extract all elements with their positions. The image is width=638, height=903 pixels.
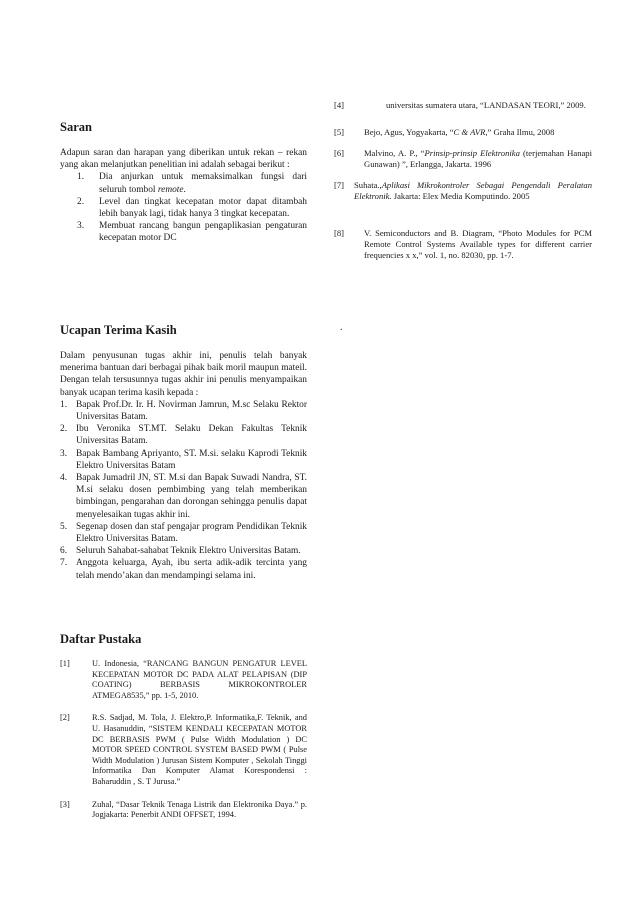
list-item (60, 545, 307, 557)
list-text-tail: . (183, 184, 186, 195)
reference-text-tail: Jakarta: Elex Media Komputindo. 2005 (391, 191, 530, 201)
list-text: Membuat rancang bangun pengaplikasian pengaturan kecepatan motor DC (99, 221, 307, 244)
reference-title-emphasis: Aplikasi Mikrokontroler Sebagai Pengendali Peralatan Elektronik. (354, 180, 592, 201)
list-number: 2. (60, 424, 68, 435)
reference-item (334, 127, 592, 138)
reference-text: universitas sumatera utara, “LANDASAN TEORI,” 2009. (386, 100, 586, 110)
reference-number: [1] (60, 659, 70, 668)
reference-text: Bejo, Agus, Yogyakarta, “ (364, 127, 454, 137)
list-number: 2. (77, 196, 85, 207)
list-item (60, 521, 307, 545)
daftar-pustaka-heading: Daftar Pustaka (60, 632, 142, 646)
reference-item (60, 800, 307, 821)
reference-item (60, 713, 307, 787)
list-item (60, 472, 307, 521)
list-text: Level dan tingkat kecepatan motor dapat ditambah lebih banyak lagi, tidak hanya 3 tingkat kecepatan. (99, 196, 307, 220)
list-item (60, 557, 307, 581)
section-daftar-pustaka (60, 632, 307, 821)
list-number: 4. (60, 473, 68, 484)
list-item (60, 196, 307, 220)
reference-item (334, 100, 592, 111)
ucapan-intro: Dalam penyusunan tugas akhir ini, penulis telah banyak menerima bantuan dari berbagai pihak baik moril maupun mateil. Dengan telah tersusunnya tugas akhir ini penulis menyampaikan banyak ucapan terima kasih kepada : (60, 351, 307, 398)
section-ucapan (60, 323, 307, 582)
reference-text: U. Indonesia, “RANCANG BANGUN PENGATUR LEVEL KECEPATAN MOTOR DC PADA ALAT PELAPISAN (DIP COATING) BERBASIS MIKROKONTROLER ATMEGA8535,” pp. 1-5, 2010. (92, 659, 307, 700)
stray-period-mark: . (340, 322, 343, 333)
list-text: Anggota keluarga, Ayah, ibu serta adik-adik tercinta yang telah mendo’akan dan mendampingi selama ini. (76, 558, 307, 581)
section-saran (60, 120, 307, 245)
reference-title-emphasis: Prinsip-prinsip Elektronika (424, 148, 520, 158)
ucapan-heading: Ucapan Terima Kasih (60, 323, 177, 337)
saran-intro: Adapun saran dan harapan yang diberikan untuk rekan – rekan yang akan melanjutkan penelitian ini adalah sebagai berikut : (60, 148, 307, 171)
reference-text-tail: (terjemahan Hanapi Gunawan) ”, Erlangga, Jakarta. 1996 (364, 148, 592, 169)
reference-text: Suhata., (354, 180, 382, 190)
reference-text-tail: ,” Graha Ilmu, 2008 (485, 127, 555, 137)
right-column (334, 100, 592, 261)
reference-number: [2] (60, 713, 70, 723)
list-text: Ibu Veronika ST.MT. Selaku Dekan Fakultas Teknik Universitas Batam. (76, 424, 307, 447)
list-item (60, 448, 307, 472)
list-text: Bapak Prof.Dr. Ir. H. Novirman Jamrun, M.sc Selaku Rektor Universitas Batam. (76, 399, 307, 423)
reference-text: R.S. Sadjad, M. Tola, J. Elektro,P. Informatika,F. Teknik, and U. Hasanuddin, “SISTEM KENDALI KECEPATAN MOTOR DC BERBASIS PWM ( Pulse Width Modulation ) DC MOTOR SPEED CONTROL SYSTEM BASED PWM ( Pulse Width Modulation ) Jurusan Sistem Komputer , Sekolah Tinggi Informatika Dan Komputer Alamat Korespondensi : Baharuddin , S. T Jurusa.” (92, 713, 307, 786)
reference-item (334, 180, 592, 202)
reference-number: [7] (334, 180, 345, 190)
list-number: 3. (77, 221, 85, 232)
list-text: Bapak Bambang Apriyanto, ST. M.si. selaku Kaprodi Teknik Elektro Universitas Batam (76, 448, 307, 471)
list-number: 1. (77, 172, 85, 183)
list-item (60, 399, 307, 423)
list-text: Seluruh Sahabat-sahabat Teknik Elektro Universitas Batam. (76, 546, 301, 557)
ucapan-list (60, 399, 307, 582)
list-number: 1. (60, 399, 68, 410)
list-text-emphasis: remote (157, 184, 184, 195)
reference-number: [8] (334, 228, 345, 238)
list-text: Dia anjurkan untuk memaksimalkan fungsi dari seluruh tombol (99, 172, 307, 195)
reference-number: [6] (334, 148, 345, 158)
list-item (60, 220, 307, 244)
list-text: Bapak Jumadril JN, ST. M.si dan Bapak Suwadi Nandra, ST. M.si selaku dosen pembimbing yang telah memberikan bimbingan, pengarahan dan dorongan sehingga penulis dapat menyelesaikan tugas akhir ini. (76, 473, 307, 520)
reference-text: Malvino, A. P., “ (364, 148, 425, 158)
saran-heading: Saran (60, 120, 92, 134)
list-number: 3. (60, 448, 68, 459)
list-number: 6. (60, 546, 68, 557)
reference-item (334, 148, 592, 170)
list-number: 5. (60, 521, 68, 532)
reference-number: [3] (60, 799, 70, 809)
reference-item (334, 228, 592, 261)
list-item (60, 423, 307, 447)
reference-title-emphasis: C & AVR (453, 127, 486, 137)
reference-number: [4] (334, 100, 345, 110)
reference-text: Zuhal, “Dasar Teknik Tenaga Listrik dan Elektronika Daya.” p. Jogjakarta: Penerbit ANDI OFFSET, 1994. (92, 799, 307, 820)
reference-item (60, 659, 307, 701)
list-number: 7. (60, 558, 68, 569)
list-text: Segenap dosen dan staf pengajar program Pendidikan Teknik Elektro Universitas Batam. (76, 521, 307, 545)
reference-text: V. Semiconductors and B. Diagram, “Photo Modules for PCM Remote Control Systems Available types for different carrier frequencies x x,” vol. 1, no. 82030, pp. 1-7. (364, 228, 592, 260)
reference-number: [5] (334, 127, 345, 137)
saran-list (60, 171, 307, 244)
list-item (60, 171, 307, 195)
